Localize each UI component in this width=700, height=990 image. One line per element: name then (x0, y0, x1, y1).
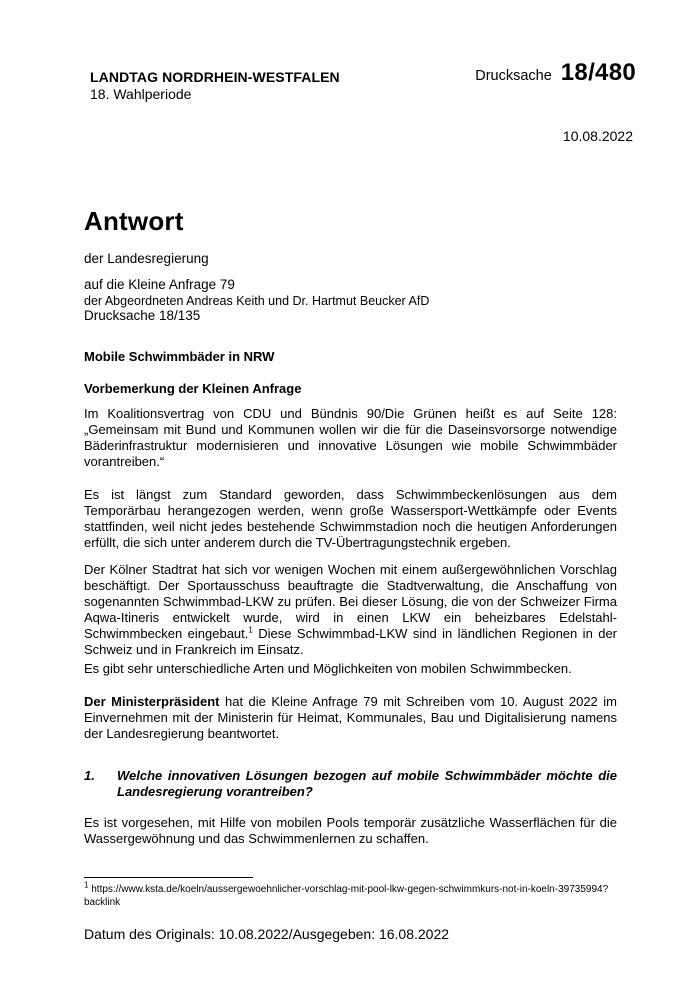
paragraph-text (84, 562, 617, 658)
drucksache-id (475, 59, 636, 87)
question-text: Welche innovativen Lösungen bezogen auf mobile Schwimmbäder möchte die Landesregierung vorantreiben? (117, 768, 617, 799)
paragraph-pool-types (84, 661, 617, 677)
footnote (84, 880, 624, 909)
paragraph-coalition-quote (84, 406, 617, 470)
drucksache-number: 18/480 (560, 59, 636, 86)
subject-title: Mobile Schwimmbäder in NRW (84, 349, 275, 364)
paragraph-answer-notice (84, 694, 617, 742)
respondent: der Landesregierung (84, 251, 209, 266)
legislative-period: 18. Wahlperiode (90, 86, 192, 102)
paragraph-text: Es ist längst zum Standard geworden, dass Schwimmbeckenlösungen aus dem Temporärbau herangezogen werden, wenn große Wassersport-Wettkämpfe oder Events stattfinden, weil nicht jedes bestehende Schwimmstadion noch die heutigen Anforderungen erfüllt, die sich unter anderem durch die TV-Übertragungstechnik ergeben. (84, 487, 617, 550)
footnote-reference: 1 (248, 625, 253, 635)
inquiry-reference: auf die Kleine Anfrage 79 (84, 277, 235, 292)
paragraph-cologne-proposal (84, 562, 617, 658)
footnote-url: https://www.ksta.de/koeln/aussergewoehnlicher-vorschlag-mit-pool-lkw-gegen-schwimmkurs-not-in-koeln-39735994?backlink (84, 884, 609, 908)
answer-1 (84, 815, 617, 847)
footnote-mark: 1 (84, 880, 89, 890)
paragraph-part: Diese Schwimmbad-LKW sind in ländlichen Regionen in der Schweiz und in Frankreich im Einsatz. (84, 626, 618, 657)
drucksache-label: Drucksache (475, 68, 552, 84)
inquiry-drucksache: Drucksache 18/135 (84, 308, 201, 323)
paragraph-part: hat die Kleine Anfrage 79 mit Schreiben vom 10. August 2022 im Einvernehmen mit der Ministerin für Heimat, Kommunales, Bau und Digitalisierung namens der Landesregierung beantwortet. (84, 694, 617, 741)
paragraph-text: Es gibt sehr unterschiedliche Arten und Möglichkeiten von mobilen Schwimmbecken. (84, 661, 572, 676)
question-1 (84, 768, 617, 800)
paragraph-text: Im Koalitionsvertrag von CDU und Bündnis 90/Die Grünen heißt es auf Seite 128: „Gemeinsam mit Bund und Kommunen wollen wir die für die Daseinsvorsorge notwendige Bäderinfrastruktur modernisieren und innovative Lösungen wie mobile Schwimmbäder vorantreiben.“ (84, 406, 617, 469)
publication-dates: Datum des Originals: 10.08.2022/Ausgegeben: 16.08.2022 (84, 926, 450, 942)
parliament-name: LANDTAG NORDRHEIN-WESTFALEN (90, 69, 340, 85)
minister-president: Der Ministerpräsident (84, 694, 220, 709)
document-type-title: Antwort (84, 206, 184, 236)
question-number: 1. (84, 768, 95, 783)
paragraph-temporary-pools (84, 487, 617, 551)
document-date: 10.08.2022 (562, 128, 633, 144)
footnote-divider (84, 877, 253, 878)
paragraph-text (84, 694, 617, 742)
document-header (90, 69, 340, 103)
inquiry-authors: der Abgeordneten Andreas Keith und Dr. Hartmut Beucker AfD (84, 294, 430, 308)
answer-text: Es ist vorgesehen, mit Hilfe von mobilen Pools temporär zusätzliche Wasserflächen für die Wassergewöhnung und das Schwimmenlernen zu schaffen. (84, 815, 617, 846)
paragraph-part: Der Kölner Stadtrat hat sich vor wenigen Wochen mit einem außergewöhnlichen Vorschlag beschäftigt. Der Sportausschuss beauftragte die Stadtverwaltung, die Anschaffung von sogenannten Schwimmbad-LKW zu prüfen. Bei dieser Lösung, die von der Schweizer Firma Aqwa-Itineris entwickelt wurde, wird in einen LKW ein beheizbares Edelstahl-Schwimmbecken eingebaut. (84, 562, 617, 641)
preliminary-heading: Vorbemerkung der Kleinen Anfrage (84, 381, 302, 396)
